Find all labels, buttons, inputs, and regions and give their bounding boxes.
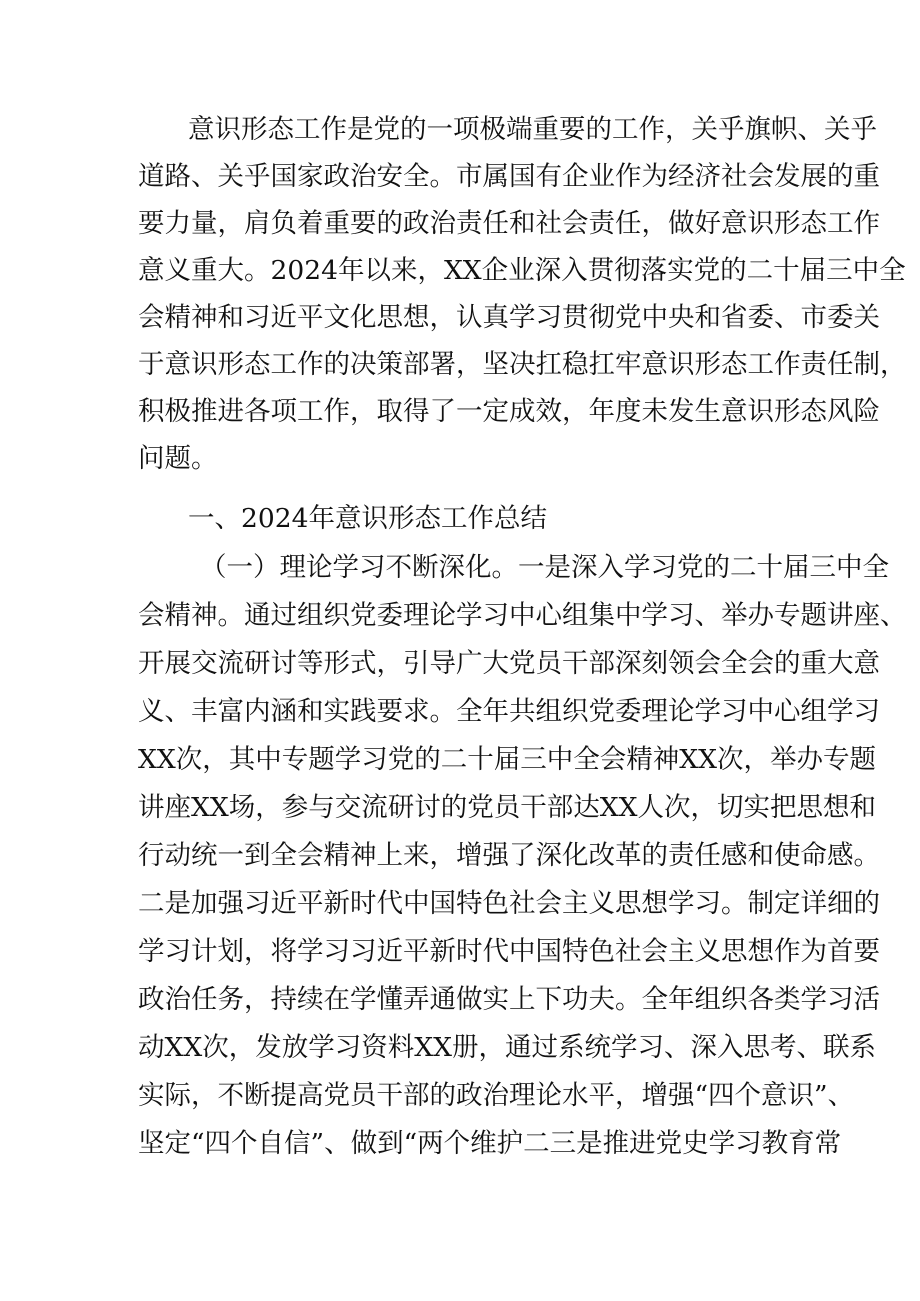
paragraph-1-line-6: 于意识形态工作的决策部署，坚决扛稳扛牢意识形态工作责任制， xyxy=(138,349,907,380)
paragraph-1-line-5: 会精神和习近平文化思想，认真学习贯彻党中央和省委、市委关 xyxy=(138,302,880,333)
paragraph-2-line-8: 二是加强习近平新时代中国特色社会主义思想学习。制定详细的 xyxy=(138,888,880,919)
paragraph-2-line-10: 政治任务，持续在学懂弄通做实上下功夫。全年组织各类学习活 xyxy=(138,984,880,1015)
paragraph-2-line-3: 开展交流研讨等形式，引导广大党员干部深刻领会全会的重大意 xyxy=(138,648,880,679)
paragraph-2-line-1: （一）理论学习不断深化。一是深入学习党的二十届三中全 xyxy=(200,552,889,583)
paragraph-1-line-4: 意义重大。2024年以来，XX企业深入贯彻落实党的二十届三中全 xyxy=(138,255,906,286)
paragraph-1-line-7: 积极推进各项工作，取得了一定成效，年度未发生意识形态风险 xyxy=(138,396,880,427)
paragraph-1-line-3: 要力量，肩负着重要的政治责任和社会责任，做好意识形态工作 xyxy=(138,208,880,239)
paragraph-1-line-2: 道路、关乎国家政治安全。市属国有企业作为经济社会发展的重 xyxy=(138,161,880,192)
paragraph-2-line-4: 义、丰富内涵和实践要求。全年共组织党委理论学习中心组学习 xyxy=(138,696,880,727)
paragraph-1-line-8: 问题。 xyxy=(138,443,218,474)
paragraph-2-line-2: 会精神。通过组织党委理论学习中心组集中学习、举办专题讲座、 xyxy=(138,600,907,631)
paragraph-2-line-5: XX次，其中专题学习党的二十届三中全会精神XX次，举办专题 xyxy=(138,744,876,775)
paragraph-2-line-13: 坚定“四个自信”、做到“两个维护二三是推进党史学习教育常 xyxy=(138,1128,842,1159)
section-heading: 一、2024年意识形态工作总结 xyxy=(188,503,547,534)
paragraph-2-line-11: 动XX次，发放学习资料XX册，通过系统学习、深入思考、联系 xyxy=(138,1032,876,1063)
paragraph-2-line-9: 学习计划，将学习习近平新时代中国特色社会主义思想作为首要 xyxy=(138,936,880,967)
paragraph-1-line-1: 意识形态工作是党的一项极端重要的工作，关乎旗帜、关乎 xyxy=(188,114,877,145)
paragraph-2-line-12: 实际，不断提高党员干部的政治理论水平，增强“四个意识”、 xyxy=(138,1080,855,1111)
paragraph-2-line-7: 行动统一到全会精神上来，增强了深化改革的责任感和使命感。 xyxy=(138,840,880,871)
paragraph-2-line-6: 讲座XX场，参与交流研讨的党员干部达XX人次，切实把思想和 xyxy=(138,792,876,823)
